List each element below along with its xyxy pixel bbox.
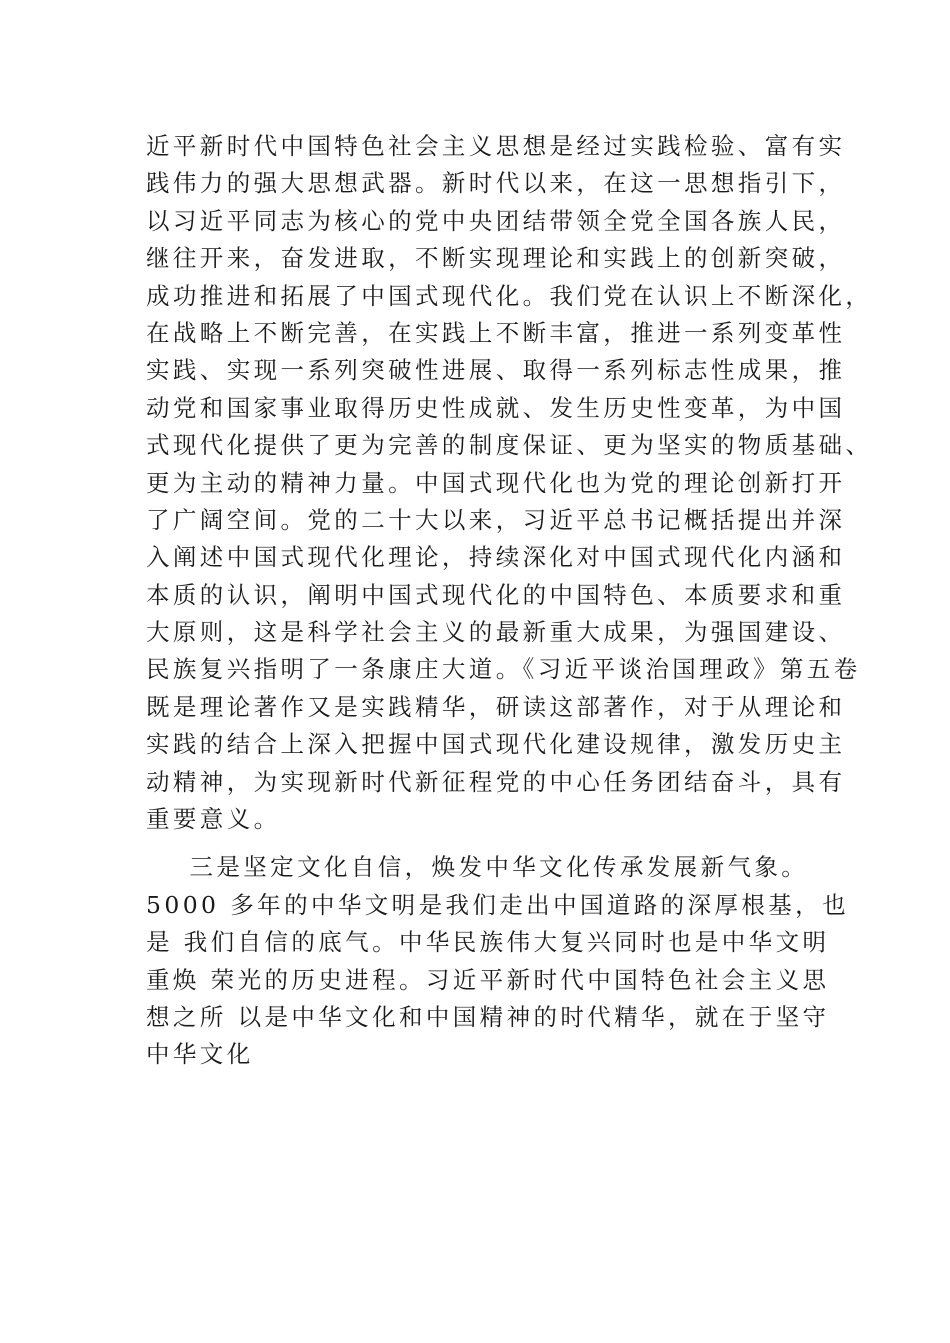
text-line: 重焕 荣光的历史进程。习近平新时代中国特色社会主义思: [146, 965, 830, 994]
body-text: [146, 128, 873, 1074]
text-line: 近平新时代中国特色社会主义思想是经过实践检验、富有实: [146, 132, 846, 160]
text-line: 是 我们自信的底气。中华民族伟大复兴同时也是中华文明: [146, 928, 830, 957]
text-line: 民族复兴指明了一条康庄大道。《习近平谈治国理政》第五卷: [146, 655, 861, 684]
text-line: 想之所 以是中华文化和中国精神的时代精华，就在于坚守: [146, 1002, 830, 1031]
text-line: 三是坚定文化自信，焕发中华文化传承发展新气象。: [146, 853, 809, 882]
text-line: 实践、实现一系列突破性进展、取得一系列标志性成果，推: [146, 356, 846, 385]
text-line: 以习近平同志为核心的党中央团结带领全党全国各族人民，: [146, 206, 846, 235]
text-line: 中华文化: [146, 1040, 254, 1069]
text-line: 既是理论著作又是实践精华，研读这部著作，对于从理论和: [146, 692, 846, 721]
text-line: 本质的认识，阐明中国式现代化的中国特色、本质要求和重: [146, 580, 846, 609]
paragraph-2: [146, 849, 849, 1073]
text-line: 践伟力的强大思想武器。新时代以来，在这一思想指引下，: [146, 169, 846, 198]
text-line: 在战略上不断完善，在实践上不断丰富，推进一系列变革性: [146, 318, 846, 347]
text-line: 5000 多年的中华文明是我们走出中国道路的深厚根基，也: [146, 890, 849, 919]
paragraph-1: [146, 128, 873, 838]
text-line: 实践的结合上深入把握中国式现代化建设规律，激发历史主: [146, 730, 846, 759]
paragraph-gap: [146, 838, 826, 849]
text-line: 了广阔空间。党的二十大以来，习近平总书记概括提出并深: [146, 505, 846, 534]
text-line: 大原则，这是科学社会主义的最新重大成果，为强国建设、: [146, 618, 846, 647]
text-line: 式现代化提供了更为完善的制度保证、更为坚实的物质基础、: [146, 431, 873, 460]
text-line: 更为主动的精神力量。中国式现代化也为党的理论创新打开: [146, 468, 846, 497]
text-line: 动精神，为实现新时代新征程党的中心任务团结奋斗，具有: [146, 767, 846, 796]
text-line: 成功推进和拓展了中国式现代化。我们党在认识上不断深化，: [146, 281, 873, 310]
text-line: 继往开来，奋发进取，不断实现理论和实践上的创新突破，: [146, 244, 846, 273]
text-line: 动党和国家事业取得历史性成就、发生历史性变革，为中国: [146, 393, 846, 422]
text-line: 入阐述中国式现代化理论，持续深化对中国式现代化内涵和: [146, 543, 846, 572]
text-line: 重要意义。: [146, 805, 281, 834]
